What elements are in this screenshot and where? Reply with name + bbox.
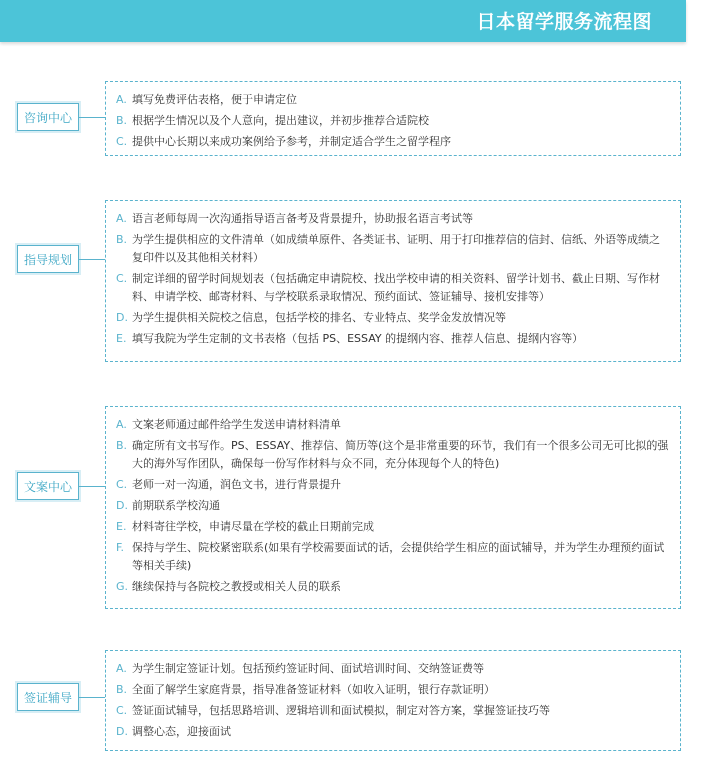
section-tag-planning: 指导规划 [17, 245, 79, 273]
connector-line [79, 486, 105, 487]
list-item: A. 语言老师每周一次沟通指导语言备考及背景提升，协助报名语言考试等 [116, 212, 473, 225]
items-box-copywriting [105, 406, 681, 609]
list-item: F. 保持与学生、院校紧密联系(如果有学校需要面试的话，会提供给学生相应的面试辅导，并为学生办理预约面试等相关手续) [116, 541, 665, 572]
list-item: B. 为学生提供相应的文件清单（如成绩单原件、各类证书、证明、用于打印推荐信的信封、信纸、外语等成绩之复印件以及其他相关材料） [116, 233, 660, 264]
list-item: B. 确定所有文书写作。PS、ESSAY、推荐信、简历等(这个是非常重要的环节，我们有一个很多公司无可比拟的强大的海外写作团队，确保每一份写作材料与众不同，充分体现每个人的特色) [116, 439, 669, 470]
section-tag-visa: 签证辅导 [17, 683, 79, 711]
list-item: A. 填写免费评估表格，便于申请定位 [116, 93, 297, 106]
list-item: C. 提供中心长期以来成功案例给予参考，并制定适合学生之留学程序 [116, 135, 451, 148]
list-item: D. 调整心态，迎接面试 [116, 725, 231, 738]
items-box-visa [105, 650, 681, 751]
items-box-planning [105, 200, 681, 362]
header-banner [0, 0, 686, 42]
list-item: E. 填写我院为学生定制的文书表格（包括 PS、ESSAY 的提纲内容、推荐人信息、提纲内容等） [116, 332, 584, 345]
list-item: D. 为学生提供相关院校之信息，包括学校的排名、专业特点、奖学金发放情况等 [116, 311, 506, 324]
list-item: C. 老师一对一沟通，润色文书，进行背景提升 [116, 478, 341, 491]
list-item: B. 根据学生情况以及个人意向，提出建议，并初步推荐合适院校 [116, 114, 429, 127]
connector-line [79, 697, 105, 698]
connector-line [79, 117, 105, 118]
list-item: A. 为学生制定签证计划。包括预约签证时间、面试培训时间、交纳签证费等 [116, 662, 484, 675]
list-item: B. 全面了解学生家庭背景，指导准备签证材料（如收入证明，银行存款证明） [116, 683, 495, 696]
items-box-consulting [105, 81, 681, 156]
section-tag-consulting: 咨询中心 [17, 103, 79, 131]
connector-line [79, 259, 105, 260]
list-item: G. 继续保持与各院校之教授或相关人员的联系 [116, 580, 341, 593]
page-title: 日本留学服务流程图 [476, 11, 652, 33]
list-item: C. 签证面试辅导，包括思路培训、逻辑培训和面试模拟，制定对答方案，掌握签证技巧等 [116, 704, 550, 717]
list-item: E. 材料寄往学校，申请尽量在学校的截止日期前完成 [116, 520, 374, 533]
list-item: D. 前期联系学校沟通 [116, 499, 220, 512]
section-tag-copywriting: 文案中心 [17, 472, 79, 500]
list-item: C. 制定详细的留学时间规划表（包括确定申请院校、找出学校申请的相关资料、留学计划书、截止日期、写作材料、申请学校、邮寄材料、与学校联系录取情况、预约面试、签证辅导、接机安排等） [116, 272, 660, 303]
list-item: A. 文案老师通过邮件给学生发送申请材料清单 [116, 418, 341, 431]
